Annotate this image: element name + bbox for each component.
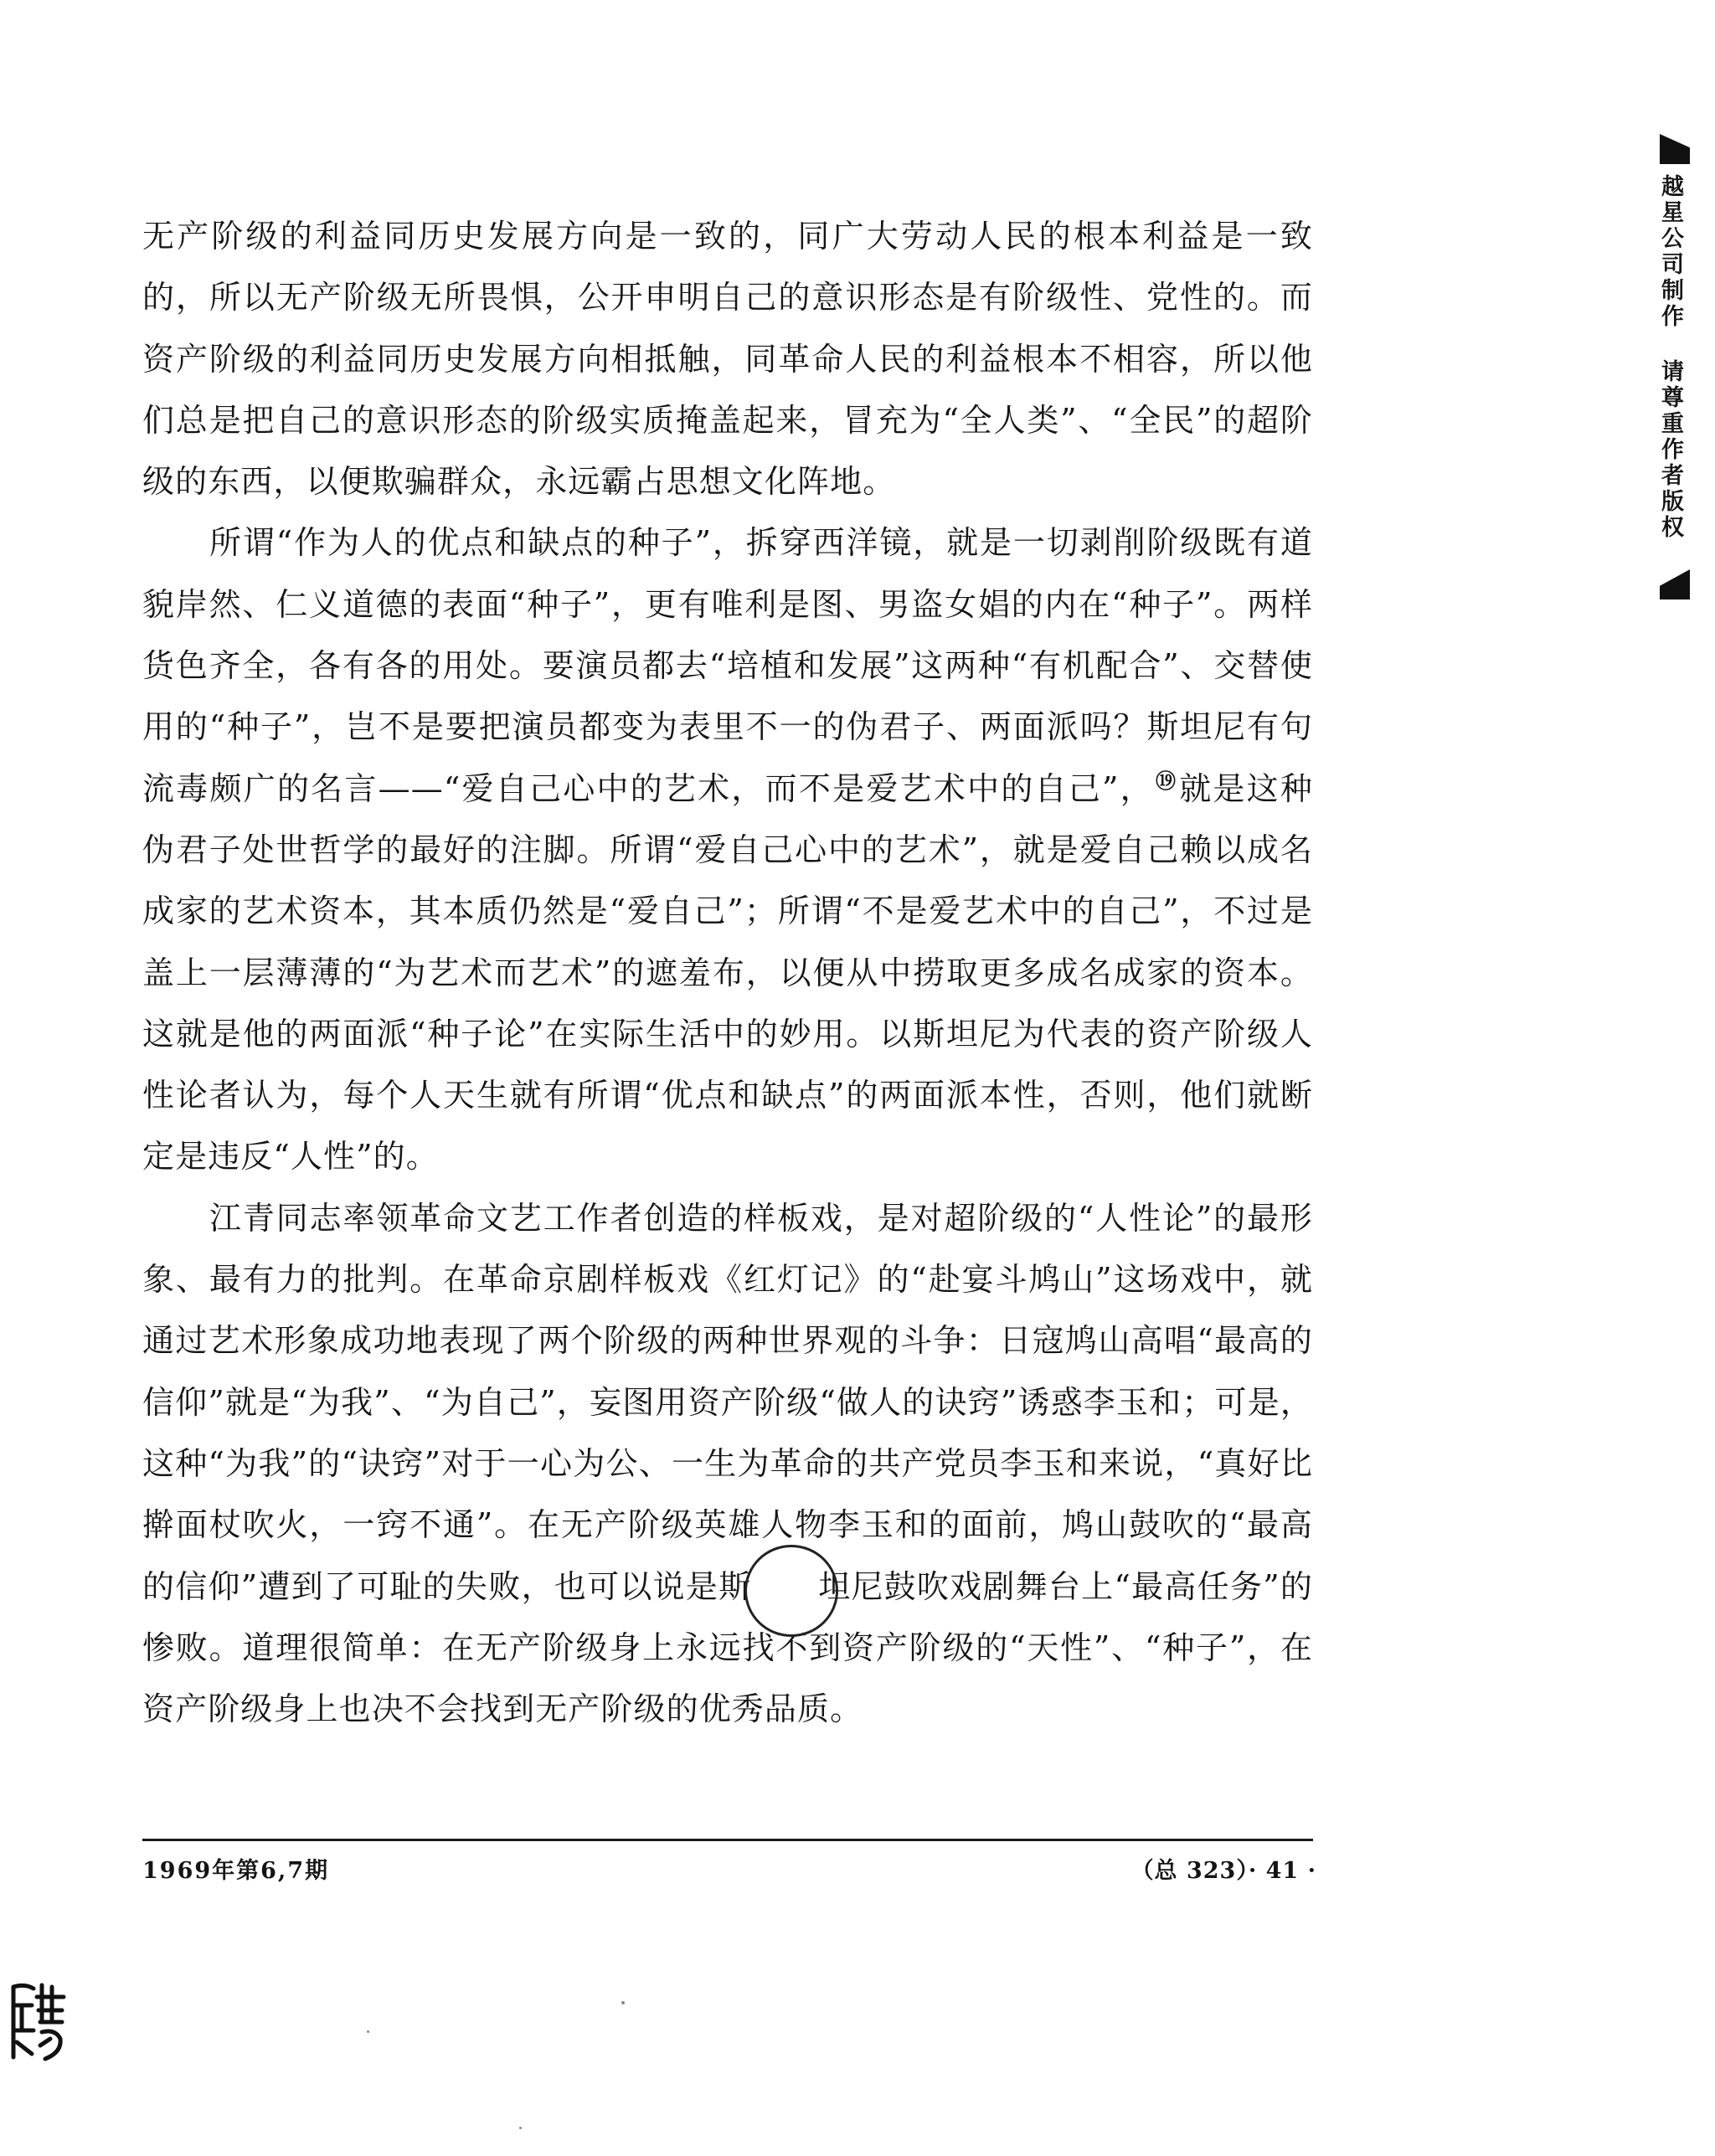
- circled-annotation: 坦尼鼓: [751, 1557, 916, 1618]
- scan-speck: [367, 2030, 369, 2033]
- paragraph-2-text-a: 所谓“作为人的优点和缺点的种子”，拆穿西洋镜，就是一切剥削阶级既有道貌岸然、仁义道德的表面“种子”，更有唯利是图、男盗女娼的内在“种子”。两样货色齐全，各有各的用处。要演员都去“培植和发展”这两种“有机配合”、交替使用的“种子”，岂不是要把演员都变为表里不一的伪君子、两面派吗？斯坦尼有句流毒颇广的名言——“爱自己心中的艺术，而不是爱艺术中的自己”，: [142, 524, 1313, 807]
- paragraph-2: [142, 512, 1313, 1187]
- side-bar-bottom: [1660, 569, 1690, 599]
- paragraph-3-text-b: 吹戏剧舞台上“最高任务”的惨败。道理很简单：在无产阶级身上永远找不到资产阶级的“天性”、“种子”，在资产阶级身上也决不会找到无产阶级的优秀品质。: [142, 1567, 1313, 1728]
- watermark-side-label: 越星公司制作 请尊重作者版权: [1657, 174, 1683, 541]
- page-number: （总 323）· 41 ·: [1130, 1858, 1316, 1884]
- scan-speck: [519, 2127, 522, 2129]
- paragraph-2-text-b: 就是这种伪君子处世哲学的最好的注脚。所谓“爱自己心中的艺术”，就是爱自己赖以成名成家的艺术资本，其本质仍然是“爱自己”；所谓“不是爱艺术中的自己”，不过是盖上一层薄薄的“为艺术而艺术”的遮羞布，以便从中捞取更多成名成家的资本。这就是他的两面派“种子论”在实际生活中的妙用。以斯坦尼为代表的资产阶级人性论者认为，每个人天生就有所谓“优点和缺点”的两面派本性，否则，他们就断定是违反“人性”的。: [142, 769, 1313, 1176]
- paragraph-3: [142, 1188, 1313, 1741]
- paragraph-3-text-a: 江青同志率领革命文艺工作者创造的样板戏，是对超阶级的“人性论”的最形象、最有力的批判。在革命京剧样板戏《红灯记》的“赴宴斗鸠山”这场戏中，就通过艺术形象成功地表现了两个阶级的两种世界观的斗争：日寇鸠山高唱“最高的信仰”就是“为我”、“为自己”，妄图用资产阶级“做人的诀窍”诱惑李玉和；可是，这种“为我”的“诀窍”对于一心为公、一生为革命的共产党员李玉和来说，“真好比擀面杖吹火，一窍不通”。在无产阶级英雄人物李玉和的面前，鸠山鼓吹的“最高的信仰”遭到了可耻的失败，也可以说是斯: [142, 1199, 1313, 1605]
- footnote-ref-19: ⑲: [1155, 769, 1178, 794]
- side-bar-top: [1660, 134, 1690, 164]
- issue-label: 1969年第6,7期: [142, 1858, 330, 1884]
- scan-speck: [621, 2001, 625, 2004]
- article-body: [142, 206, 1313, 1740]
- paragraph-1: 无产阶级的利益同历史发展方向是一致的，同广大劳动人民的根本利益是一致的，所以无产阶级无所畏惧，公开申明自己的意识形态是有阶级性、党性的。而资产阶级的利益同历史发展方向相抵触，同革命人民的利益根本不相容，所以他们总是把自己的意识形态的阶级实质掩盖起来，冒充为“全人类”、“全民”的超阶级的东西，以便欺骗群众，永远霸占思想文化阵地。: [142, 218, 1313, 501]
- footer-rule: [142, 1839, 1313, 1841]
- seal-stamp-icon: [8, 1980, 69, 2064]
